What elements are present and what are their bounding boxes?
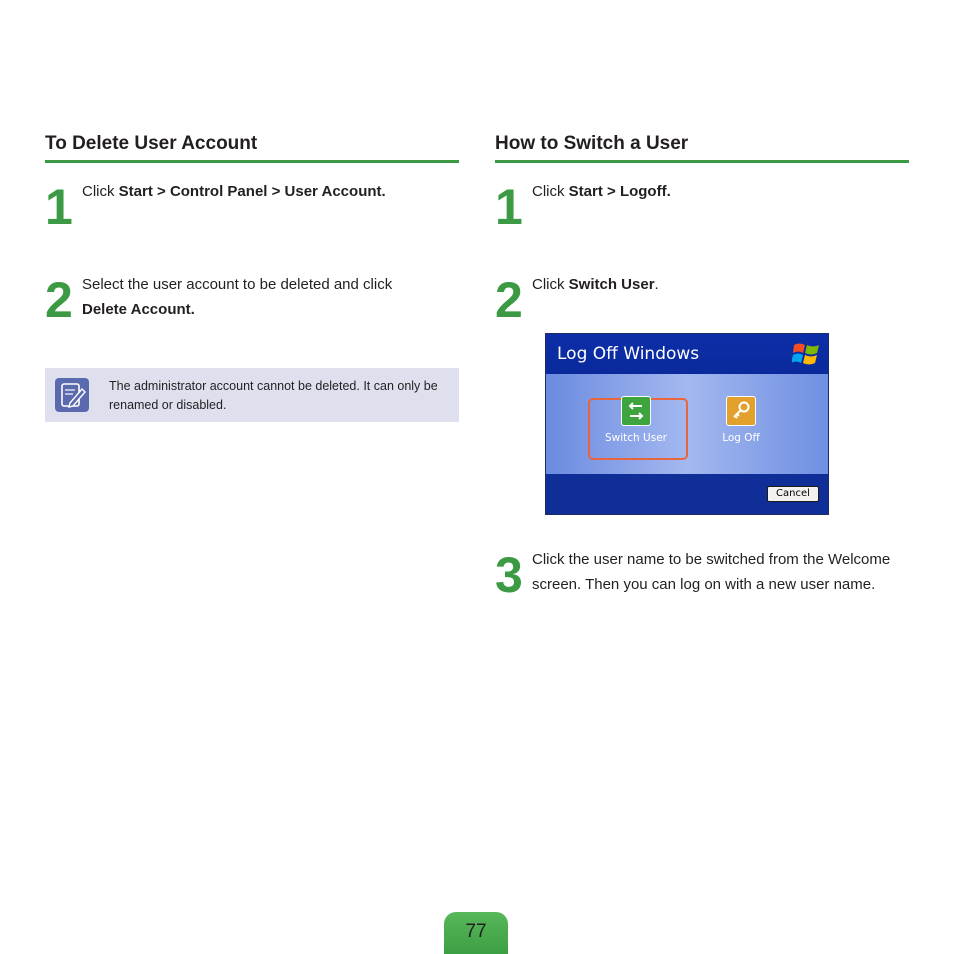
step-number: 1 (45, 179, 73, 235)
step-text-bold: Start > Control Panel > User Account. (118, 183, 386, 200)
log-off-windows-dialog (545, 333, 829, 515)
dialog-body (546, 374, 828, 474)
switch-user-label: Switch User (605, 432, 667, 444)
step-number: 1 (495, 179, 523, 235)
step-text-prefix: Click (532, 183, 569, 200)
windows-xp-flag-icon (792, 340, 822, 373)
switch-user-column (495, 132, 909, 603)
log-off-label: Log Off (722, 432, 760, 444)
pencil-note-icon (55, 378, 89, 412)
dialog-footer (546, 474, 828, 514)
note-box (45, 368, 459, 422)
page-number: 77 (465, 921, 487, 942)
step-text (532, 273, 902, 298)
page-number-tab (444, 912, 508, 954)
log-off-option[interactable] (701, 396, 781, 444)
section-title-switch-user: How to Switch a User (495, 132, 909, 163)
switch-arrows-icon (621, 396, 651, 426)
step-text-prefix: Click (82, 183, 119, 200)
switch-user-option[interactable] (596, 396, 676, 444)
step-text-suffix: . (654, 276, 659, 293)
dialog-titlebar (546, 334, 828, 374)
step-text (82, 273, 452, 322)
cancel-button[interactable]: Cancel (767, 486, 819, 502)
step-text-bold: Delete Account. (82, 300, 195, 318)
dialog-title: Log Off Windows (557, 344, 700, 364)
step-text-line1: Select the user account to be deleted and click (82, 276, 393, 293)
step-text: Click the user name to be switched from the Welcome screen. Then you can log on with a new user name. (532, 551, 891, 593)
step-text-prefix: Click (532, 276, 569, 293)
step-text-bold: Switch User (568, 276, 655, 293)
delete-account-column (45, 132, 459, 412)
step-number: 3 (495, 547, 523, 603)
key-icon (726, 396, 756, 426)
step-text (532, 180, 902, 205)
note-text: The administrator account cannot be deleted. It can only be renamed or disabled. (109, 379, 438, 412)
step-number: 2 (495, 272, 523, 328)
step-text-bold: Start > Logoff. (568, 183, 671, 200)
step-text (82, 180, 452, 205)
step-number: 2 (45, 272, 73, 328)
section-title-delete-account: To Delete User Account (45, 132, 459, 163)
